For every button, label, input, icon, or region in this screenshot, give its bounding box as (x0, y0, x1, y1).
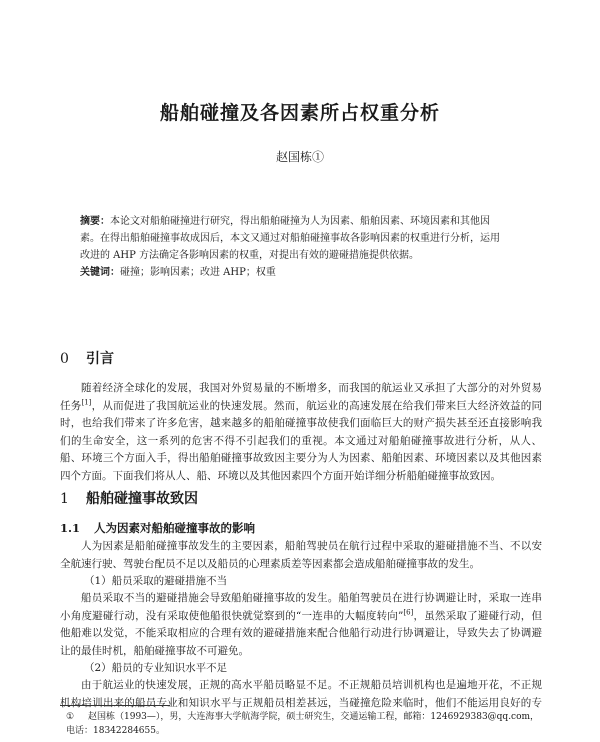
introduction-paragraph (60, 380, 542, 485)
citation-ref: [6] (403, 608, 414, 616)
section-title: 引言 (86, 351, 114, 367)
section-heading-introduction (60, 348, 114, 368)
intro-text-part2: ，从而促进了我国航运业的快速发展。然而，航运业的高速发展在给我们带来巨大经济效益的同时，也给我们带来了许多危害，越来越多的船舶碰撞事故使我们面临巨大的财产损失甚至还直接影响我们的生命安全，这一系列的危害不得不引起我们的重视。本文通过对船舶碰撞事故进行分析，从人、船、环境三个方面入手，得出船舶碰撞事故致因主要分为人为因素、船舶因素、环境因素以及其他因素四个方面。下面我们将从人、船、环境以及其他因素四个方面开始详细分析船舶碰撞事故致因。 (60, 399, 543, 482)
keywords-line (80, 264, 500, 281)
human-factors-paragraph: 人为因素是船舶碰撞事故发生的主要因素，船舶驾驶员在航行过程中采取的避碰措施不当、不以安全航速行驶、驾驶台配员不足以及船员的心理素质差等因素都会造成船舶碰撞事故的发生。 (60, 540, 542, 570)
section-heading-causes (60, 488, 198, 508)
footnote-rule (60, 705, 170, 706)
abstract-paragraph (80, 213, 500, 264)
intro-text-part1: 随着经济全球化的发展，我国对外贸易量的不断增多，而我国的航运业又承担了大部分的对外贸易任务 (60, 382, 542, 412)
subpoint-2: （2）船员的专业知识水平不足 (84, 662, 228, 674)
subsection-heading-human-factors (60, 520, 255, 536)
abstract-text: 本论文对船舶碰撞进行研究，得出船舶碰撞为人为因素、船舶因素、环境因素和其他因素。在得出船舶碰撞事故成因后，本文又通过对船舶碰撞事故各影响因素的权重进行分析，运用改进的 AHP 方法确定各影响因素的权重，对提出有效的避碰措施提供依据。 (80, 216, 500, 261)
subsection-number: 1.1 (60, 521, 81, 535)
abstract-block (80, 213, 500, 281)
section-title: 船舶碰撞事故致因 (86, 491, 198, 507)
avoidance-text-part1: 船员采取不当的避碰措施会导致船舶碰撞事故的发生。船舶驾驶员在进行协调避让时，采取一连串小角度避碰行动，没有采取使他船很快就觉察到的“一连串的大幅度转向” (60, 592, 542, 622)
abstract-label: 摘要： (80, 216, 110, 227)
improper-avoidance-paragraph (60, 590, 542, 660)
subpoint-1: （1）船员采取的避碰措施不当 (84, 575, 228, 587)
section-number: 1 (60, 491, 69, 507)
avoidance-text-part2: ，虽然采取了避碰行动，但他船难以发觉，不能采取相应的合理有效的避碰措施来配合他船行动进行协调避让，导致失去了协调避让的最佳时机，船舶碰撞事故不可避免。 (60, 609, 542, 657)
footnote-mark: ① (66, 712, 75, 722)
section-number: 0 (60, 351, 69, 367)
citation-ref: [1] (81, 398, 92, 406)
keywords-text: 碰撞；影响因素；改进 AHP；权重 (120, 267, 276, 278)
knowledge-paragraph: 由于航运业的快速发展，正规的高水平船员略显不足。不正规船员培训机构也是遍地开花，不正规机构培训出来的船员专业和知识水平与正规船员相差甚远，当碰撞危险来临时，他们不能运用良好的专 (60, 679, 542, 709)
paper-title: 船舶碰撞及各因素所占权重分析 (159, 102, 440, 124)
keywords-label: 关键词： (80, 267, 120, 278)
subsection-title: 人为因素对船舶碰撞事故的影响 (94, 521, 255, 535)
author-name: 赵国栋① (275, 150, 324, 164)
footnote (66, 710, 542, 738)
footnote-text: 赵国栋（1993—），男，大连海事大学航海学院，硕士研究生，交通运输工程，邮箱：1246929383@qq.com，电话：18342284655。 (66, 712, 540, 736)
